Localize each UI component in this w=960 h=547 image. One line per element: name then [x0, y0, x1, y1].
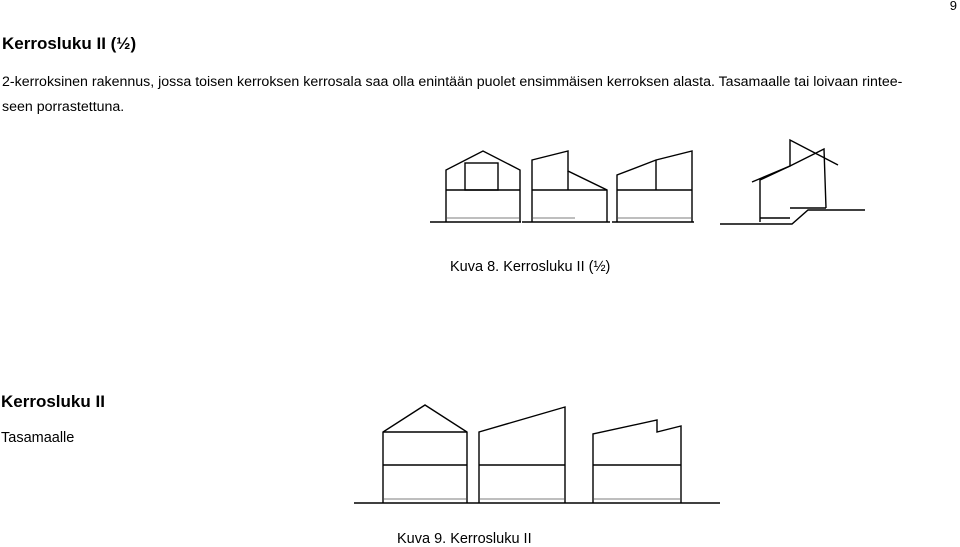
section-subtitle: Tasamaalle: [1, 430, 75, 446]
figure-9-house-step: [593, 420, 681, 503]
figure-9-house-gable: [383, 405, 467, 503]
paragraph-line: seen porrastettuna.: [2, 99, 125, 115]
figure-9-house-shed: [479, 407, 565, 503]
paragraph-line: 2-kerroksinen rakennus, jossa toisen kerroksen kerrosala saa olla enintään puolet ensimmäisen kerroksen alasta. Tasamaalle tai loivaan rintee-: [2, 74, 903, 90]
figure-9-caption: Kuva 9. Kerrosluku II: [397, 531, 532, 547]
figure-8-caption: Kuva 8. Kerrosluku II (½): [450, 259, 611, 275]
section-title-kerrosluku-half: Kerrosluku II (½): [2, 34, 137, 53]
page-number: 9: [949, 0, 957, 13]
section-title-kerrosluku-ii: Kerrosluku II: [1, 392, 105, 411]
